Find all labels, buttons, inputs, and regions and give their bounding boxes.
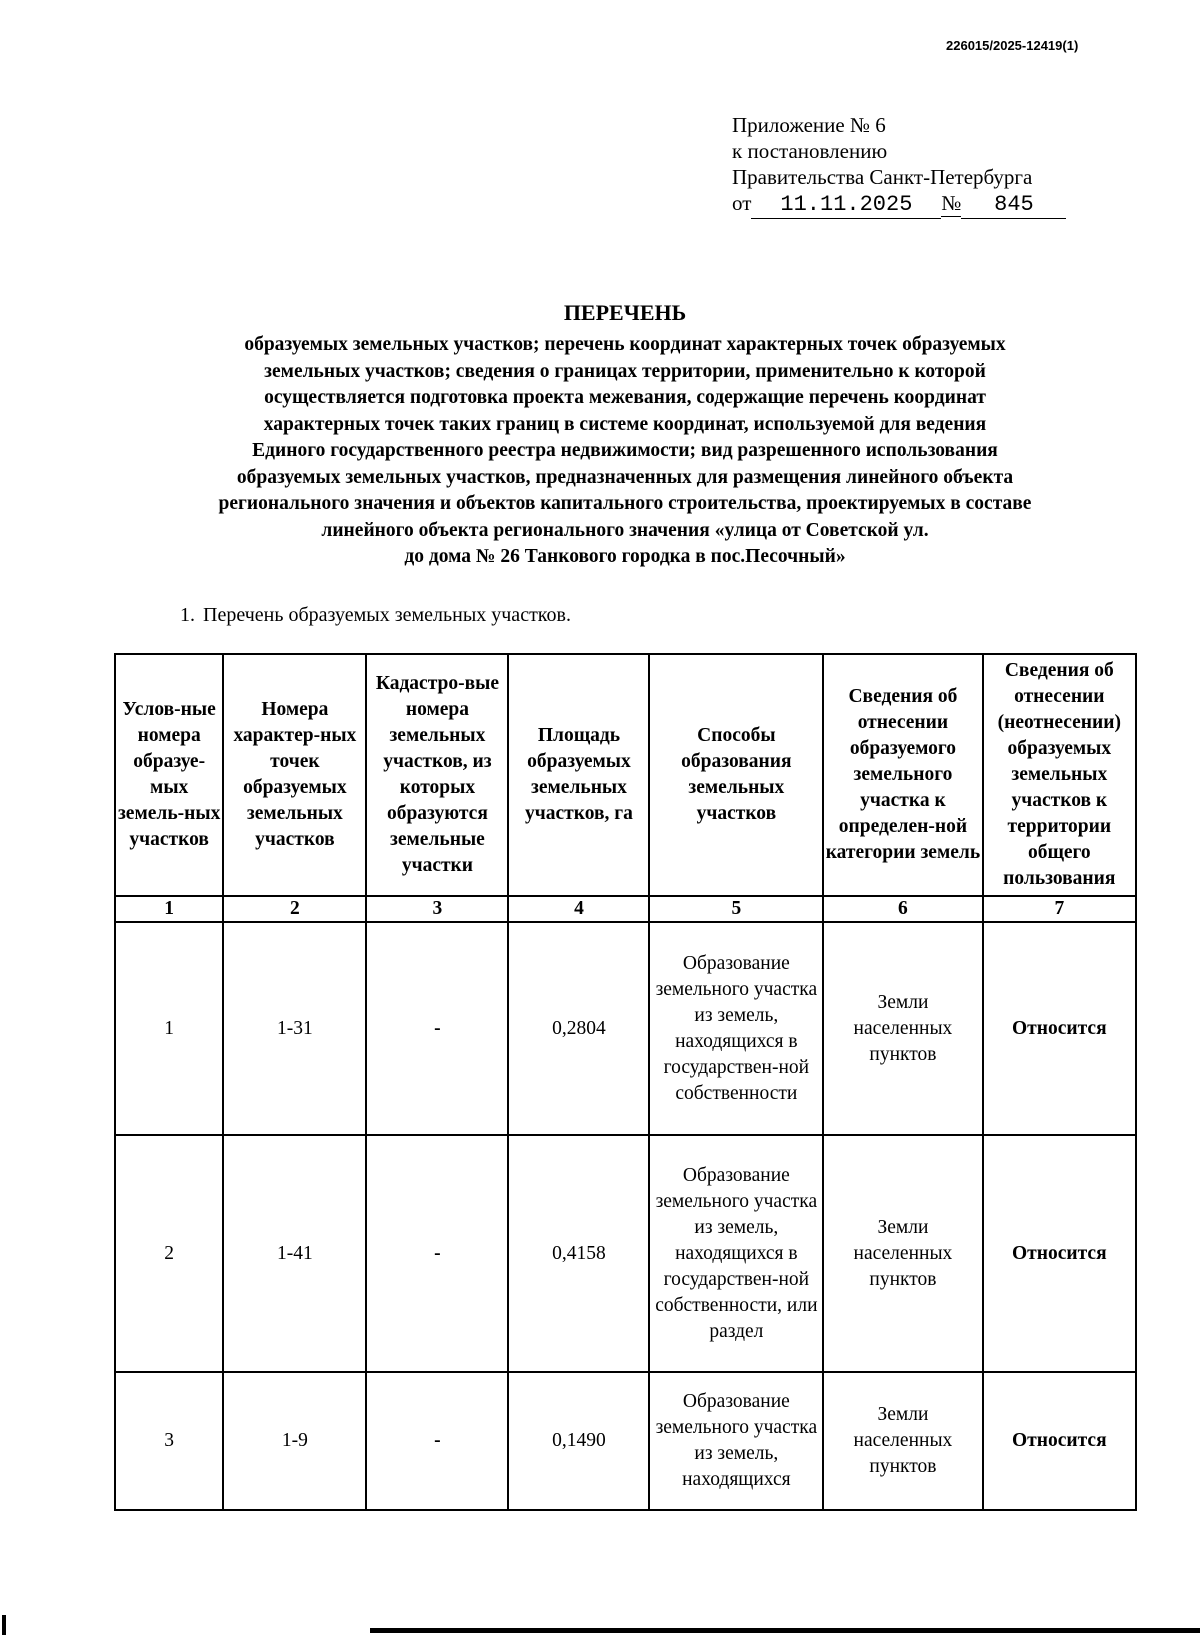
plot-id: 2 [115, 1135, 223, 1372]
plot-public: Относится [983, 1372, 1136, 1510]
header-cell: Площадь образуемых земельных участков, га [508, 654, 649, 896]
scan-edge-line [370, 1628, 1200, 1633]
subtitle-line: до дома № 26 Танкового городка в пос.Песочный» [404, 546, 846, 567]
plot-area: 0,1490 [508, 1372, 649, 1510]
subtitle-line: регионального значения и объектов капитального строительства, проектируемых в составе [218, 493, 1032, 514]
plot-public: Относится [983, 922, 1136, 1135]
plot-category: Земли населенных пунктов [823, 922, 982, 1135]
plot-id: 1 [115, 922, 223, 1135]
plot-cadastral: - [366, 1135, 508, 1372]
section-heading [180, 604, 880, 627]
plot-public: Относится [983, 1135, 1136, 1372]
plot-points: 1-41 [223, 1135, 366, 1372]
plot-area: 0,2804 [508, 922, 649, 1135]
table-header-row [115, 654, 1136, 896]
table-row [115, 1135, 1136, 1372]
resolution-number: 845 [961, 192, 1066, 219]
date-prefix: от [732, 191, 752, 215]
plot-method: Образование земельного участка из земель, находящихся в государствен-ной собственности [649, 922, 823, 1135]
table-row [115, 922, 1136, 1135]
column-number: 5 [649, 896, 823, 922]
appendix-line-1: Приложение № 6 [732, 113, 886, 137]
column-number-row [115, 896, 1136, 922]
plot-points: 1-9 [223, 1372, 366, 1510]
column-number: 4 [508, 896, 649, 922]
subtitle-line: образуемых земельных участков, предназначенных для размещения линейного объекта [236, 466, 1014, 488]
column-number: 1 [115, 896, 223, 922]
subtitle-line: образуемых земельных участков; перечень координат характерных точек образуемых [244, 334, 1006, 355]
header-cell: Услов-ные номера образуе-мых земель-ных участков [115, 654, 223, 896]
plot-category: Земли населенных пунктов [823, 1372, 982, 1510]
appendix-line-3: Правительства Санкт-Петербурга [732, 165, 1033, 189]
subtitle-line: осуществляется подготовка проекта межевания, содержащие перечень координат [264, 387, 986, 408]
subtitle-line: характерных точек таких границ в системе координат, используемой для ведения [263, 413, 987, 435]
column-number: 3 [366, 896, 508, 922]
header-cell: Кадастро-вые номера земельных участков, из которых образуются земельные участки [366, 654, 508, 896]
subtitle-line: Единого государственного реестра недвижимости; вид разрешенного использования [252, 440, 998, 461]
plot-category: Земли населенных пунктов [823, 1135, 982, 1372]
table-row [115, 1372, 1136, 1510]
plot-method: Образование земельного участка из земель, находящихся [649, 1372, 823, 1510]
document-subtitle [110, 332, 1140, 571]
appendix-block [732, 112, 1132, 219]
plot-id: 3 [115, 1372, 223, 1510]
document-title: ПЕРЕЧЕНЬ [563, 300, 687, 325]
subtitle-line: земельных участков; сведения о границах территории, применительно к которой [264, 360, 986, 382]
header-cell: Сведения об отнесении (неотнесении) образуемых земельных участков к территории общего пользования [983, 654, 1136, 896]
plot-points: 1-31 [223, 922, 366, 1135]
number-prefix: № [941, 191, 962, 215]
section-number: 1. [180, 604, 195, 626]
plot-cadastral: - [366, 922, 508, 1135]
section-title: Перечень образуемых земельных участков. [203, 604, 571, 626]
appendix-date-line [732, 190, 1132, 219]
scan-edge-mark [2, 1615, 6, 1635]
land-plots-table [114, 653, 1137, 1511]
column-number: 7 [983, 896, 1136, 922]
plot-area: 0,4158 [508, 1135, 649, 1372]
header-cell: Номера характер-ных точек образуемых земельных участков [223, 654, 366, 896]
column-number: 2 [223, 896, 366, 922]
appendix-line-2: к постановлению [732, 139, 888, 163]
column-number: 6 [823, 896, 982, 922]
header-cell: Сведения об отнесении образуемого земельного участка к определен-ной категории земель [823, 654, 982, 896]
subtitle-line: линейного объекта регионального значения «улица от Советской ул. [321, 519, 929, 541]
document-number: 226015/2025-12419(1) [946, 38, 1079, 53]
resolution-date: 11.11.2025 [751, 192, 941, 219]
plot-method: Образование земельного участка из земель, находящихся в государствен-ной собственности, или раздел [649, 1135, 823, 1372]
header-cell: Способы образования земельных участков [649, 654, 823, 896]
plot-cadastral: - [366, 1372, 508, 1510]
